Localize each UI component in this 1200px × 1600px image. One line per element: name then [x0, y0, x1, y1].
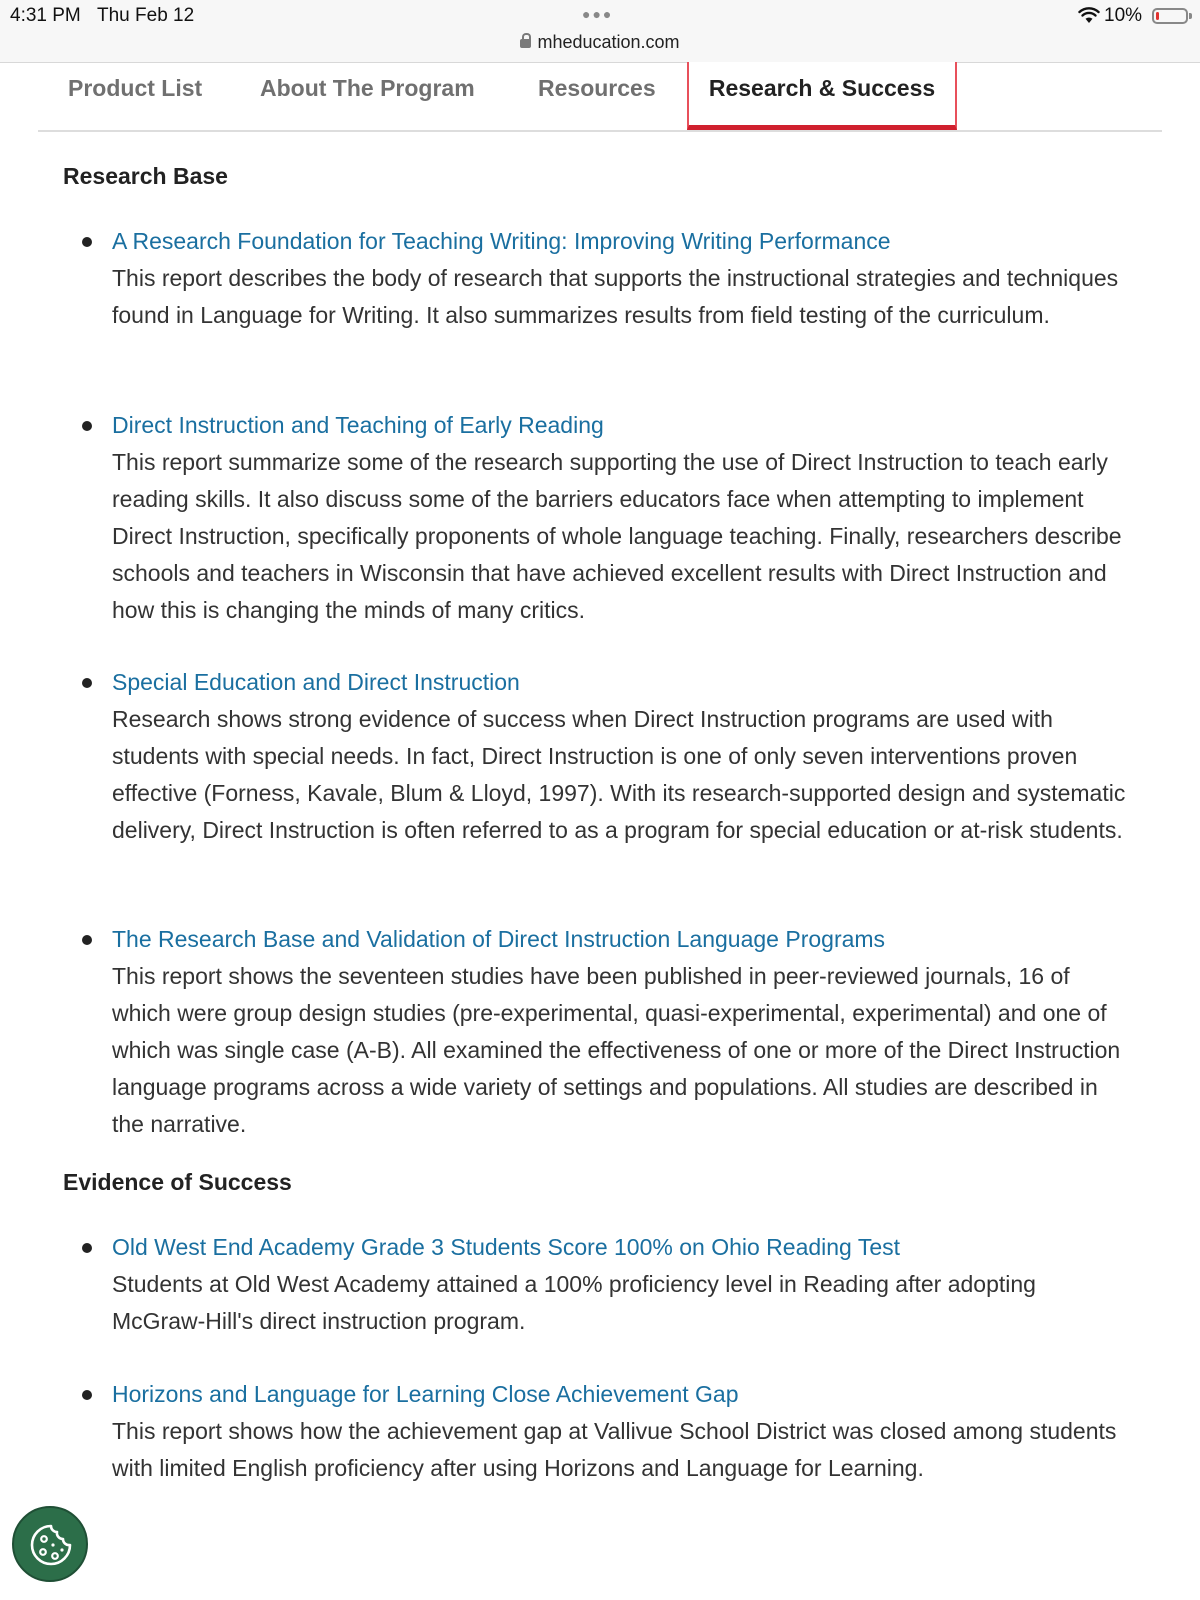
status-date: Thu Feb 12 — [97, 5, 195, 26]
item-description: This report shows how the achievement gap at Vallivue School District was closed among students with limited English proficiency after using Horizons and Language for Learning. — [112, 1418, 1117, 1481]
list-item — [112, 1376, 1132, 1487]
research-link[interactable]: The Research Base and Validation of Direct Instruction Language Programs — [112, 926, 886, 952]
more-dots-icon[interactable]: ●●● — [582, 6, 614, 22]
lock-icon — [520, 39, 531, 48]
section-heading-evidence-of-success: Evidence of Success — [63, 1169, 292, 1195]
research-link[interactable]: Special Education and Direct Instruction — [112, 669, 520, 695]
bullet — [82, 1243, 92, 1253]
list-item — [112, 407, 1132, 629]
battery-percent: 10% — [1104, 5, 1143, 26]
wifi-icon — [1078, 6, 1100, 29]
status-bar — [0, 0, 1200, 63]
section-heading-research-base: Research Base — [63, 163, 228, 189]
cookie-settings-button[interactable] — [12, 1506, 88, 1582]
item-description: Research shows strong evidence of success when Direct Instruction programs are used with students with special needs. In fact, Direct Instruction is one of only seven interventions proven effective (Forness, Kavale, Blum & Lloyd, 1997). With its research-supported design and systematic delivery, Direct Instruction is often referred to as a program for special education or at-risk students. — [112, 706, 1126, 843]
research-link[interactable]: A Research Foundation for Teaching Writing: Improving Writing Performance — [112, 228, 891, 254]
research-link[interactable]: Direct Instruction and Teaching of Early Reading — [112, 412, 604, 438]
item-description: Students at Old West Academy attained a 100% proficiency level in Reading after adopting McGraw-Hill's direct instruction program. — [112, 1271, 1036, 1334]
bullet — [82, 935, 92, 945]
list-item — [112, 223, 1132, 334]
list-item — [112, 1229, 1132, 1340]
item-description: This report describes the body of research that supports the instructional strategies and techniques found in Language for Writing. It also summarizes results from field testing of the curriculum. — [112, 265, 1119, 328]
tab-resources[interactable]: Resources — [538, 75, 656, 101]
success-link[interactable]: Horizons and Language for Learning Close Achievement Gap — [112, 1381, 739, 1407]
battery-icon — [1152, 8, 1188, 24]
battery-fill — [1156, 12, 1159, 20]
tab-product-list[interactable]: Product List — [68, 75, 203, 101]
success-link[interactable]: Old West End Academy Grade 3 Students Score 100% on Ohio Reading Test — [112, 1234, 900, 1260]
url-text: mheducation.com — [537, 32, 680, 52]
bullet — [82, 678, 92, 688]
item-description: This report shows the seventeen studies have been published in peer-reviewed journals, 16 of which were group design studies (pre-experimental, quasi-experimental, experimental) and one of which was single case (A-B). All examined the effectiveness of one or more of the Direct Instruction language programs across a wide variety of settings and populations. All studies are described in the narrative. — [112, 963, 1121, 1137]
bullet — [82, 1390, 92, 1400]
item-description: This report summarize some of the research supporting the use of Direct Instruction to teach early reading skills. It also discuss some of the barriers educators face when attempting to implement Direct Instruction, specifically proponents of whole language teaching. Finally, researchers describe schools and teachers in Wisconsin that have achieved excellent results with Direct Instruction and how this is changing the minds of many critics. — [112, 449, 1122, 623]
list-item — [112, 664, 1132, 849]
tab-bar — [38, 62, 1162, 132]
bullet — [82, 237, 92, 247]
list-item — [112, 921, 1132, 1143]
tab-research-success[interactable]: Research & Success — [687, 62, 957, 130]
bullet — [82, 421, 92, 431]
status-time: 4:31 PM — [10, 5, 81, 26]
address-bar[interactable] — [0, 32, 1200, 53]
tab-about-the-program[interactable]: About The Program — [260, 75, 475, 101]
